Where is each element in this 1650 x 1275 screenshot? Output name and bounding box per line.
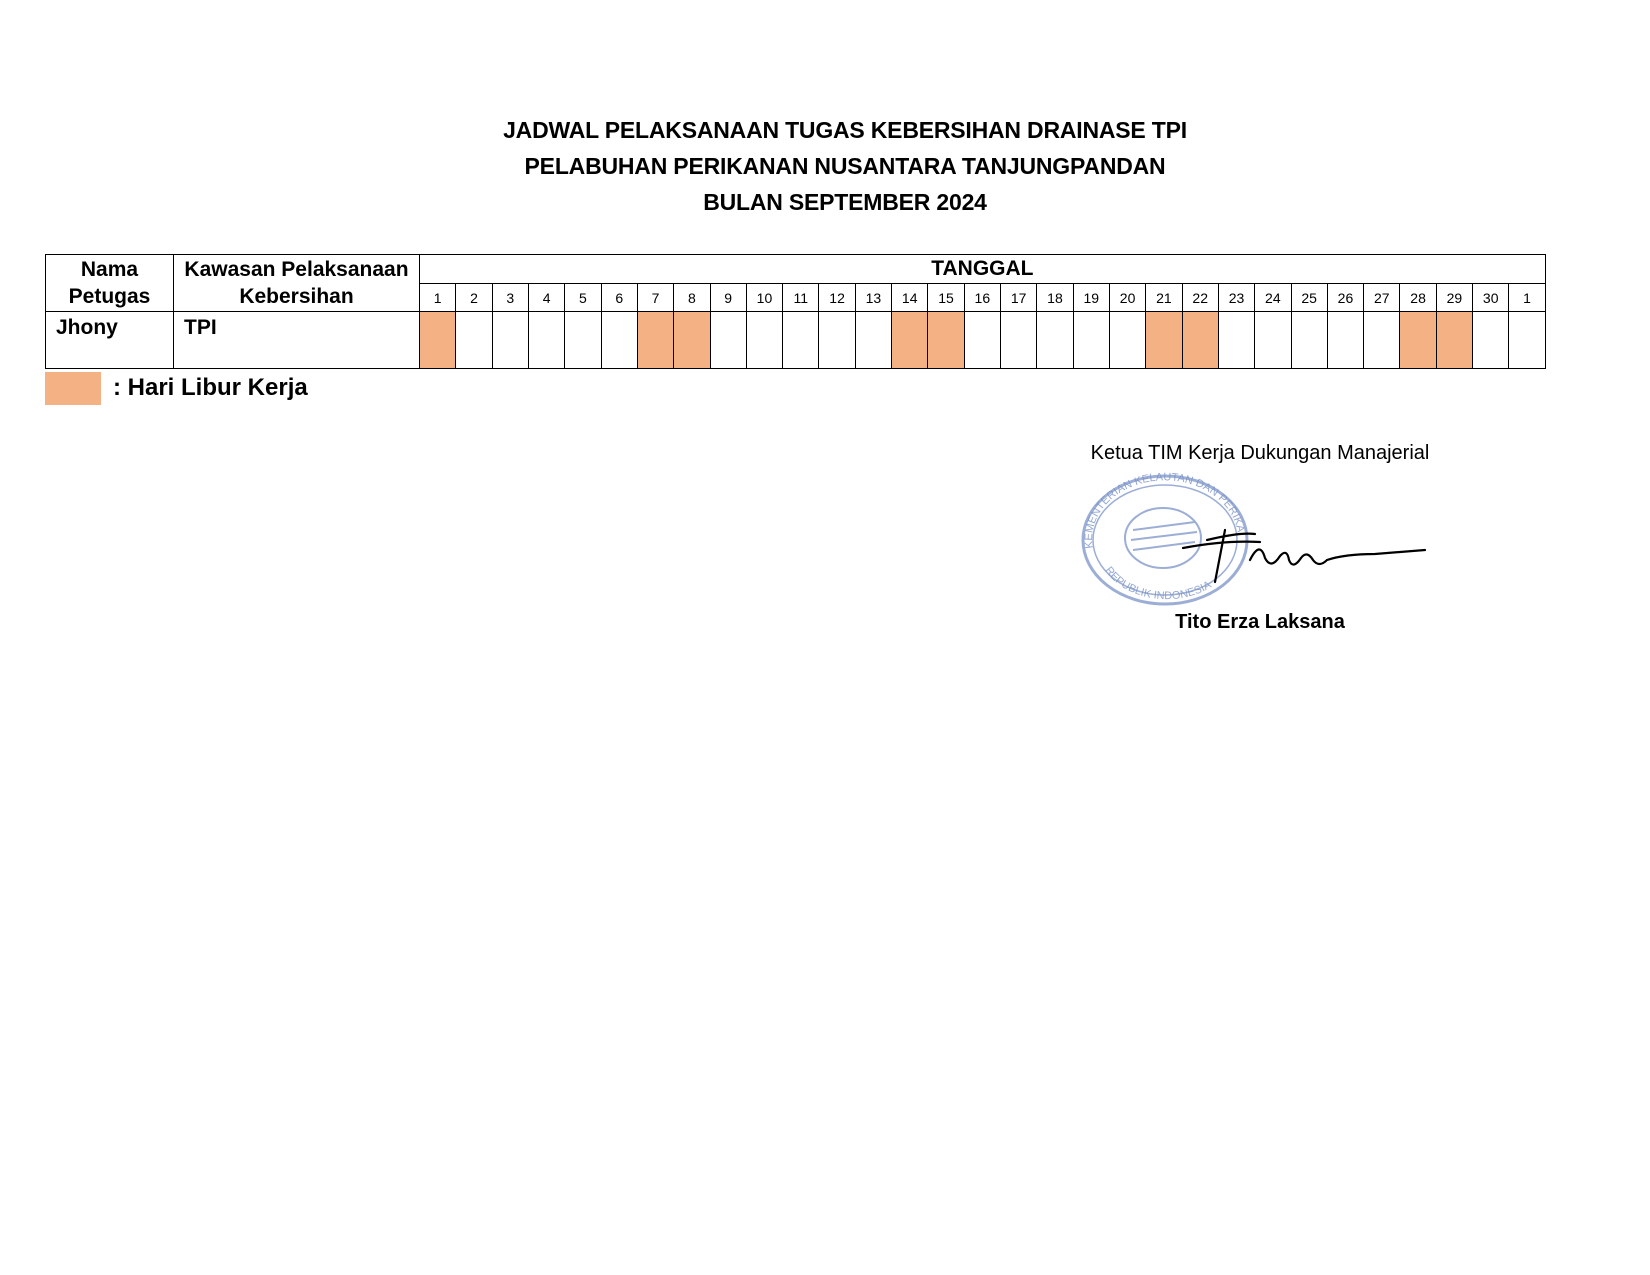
day-cell [1473, 312, 1509, 369]
day-header: 1 [1509, 284, 1545, 312]
day-cell-holiday [420, 312, 456, 369]
header-name-line-1: Nama [80, 258, 139, 281]
svg-text:KEMENTERIAN KELAUTAN DAN PERIK: KEMENTERIAN KELAUTAN DAN PERIKA [1083, 471, 1247, 550]
day-header: 29 [1436, 284, 1472, 312]
day-cell [746, 312, 782, 369]
header-name [46, 255, 174, 312]
officer-name: Jhony [46, 312, 174, 369]
day-cell-holiday [1436, 312, 1472, 369]
day-header: 3 [492, 284, 528, 312]
day-header: 8 [674, 284, 710, 312]
legend-text: : Hari Libur Kerja [113, 374, 308, 401]
day-cell [710, 312, 746, 369]
header-area [174, 255, 420, 312]
day-cell-holiday [1182, 312, 1218, 369]
day-header: 20 [1109, 284, 1145, 312]
day-header: 23 [1218, 284, 1254, 312]
title-line-2: PELABUHAN PERIKANAN NUSANTARA TANJUNGPANDAN [524, 153, 1166, 179]
day-header: 21 [1146, 284, 1182, 312]
header-dates: TANGGAL [420, 255, 1546, 284]
svg-text:REPUBLIK INDONESIA: REPUBLIK INDONESIA [1102, 564, 1214, 603]
schedule-table [45, 254, 1546, 369]
signatory-name: Tito Erza Laksana [1175, 611, 1345, 633]
signatory-title: Ketua TIM Kerja Dukungan Manajerial [1090, 442, 1430, 464]
day-header: 2 [456, 284, 492, 312]
header-area-line-1: Kawasan Pelaksanaan [184, 258, 409, 281]
day-header: 24 [1255, 284, 1291, 312]
handwritten-signature [1183, 530, 1425, 582]
document-title [0, 112, 1650, 220]
day-cell [1364, 312, 1400, 369]
day-cell-holiday [892, 312, 928, 369]
legend-swatch [45, 372, 101, 405]
day-header: 4 [528, 284, 564, 312]
day-header: 30 [1473, 284, 1509, 312]
day-cell [1291, 312, 1327, 369]
day-header: 1 [420, 284, 456, 312]
day-header: 5 [565, 284, 601, 312]
day-header: 12 [819, 284, 855, 312]
day-cell [492, 312, 528, 369]
day-cell-holiday [674, 312, 710, 369]
day-cell [601, 312, 637, 369]
day-cell-holiday [1400, 312, 1436, 369]
day-cell [456, 312, 492, 369]
day-cell [964, 312, 1000, 369]
day-header: 16 [964, 284, 1000, 312]
title-line-1: JADWAL PELAKSANAAN TUGAS KEBERSIHAN DRAINASE TPI [503, 117, 1187, 143]
day-header: 15 [928, 284, 964, 312]
header-name-line-2: Petugas [68, 285, 151, 308]
day-cell-holiday [1146, 312, 1182, 369]
day-cell [1001, 312, 1037, 369]
day-cell [528, 312, 564, 369]
day-header: 25 [1291, 284, 1327, 312]
day-cell [1037, 312, 1073, 369]
day-header: 17 [1001, 284, 1037, 312]
day-header: 7 [637, 284, 673, 312]
day-header: 11 [783, 284, 819, 312]
day-header: 6 [601, 284, 637, 312]
title-line-3: BULAN SEPTEMBER 2024 [703, 189, 987, 215]
day-header: 10 [746, 284, 782, 312]
day-cell [783, 312, 819, 369]
day-cell [1327, 312, 1363, 369]
day-header: 18 [1037, 284, 1073, 312]
day-cell [565, 312, 601, 369]
cleaning-area: TPI [174, 312, 420, 369]
day-cell [1255, 312, 1291, 369]
day-header: 14 [892, 284, 928, 312]
day-cell-holiday [637, 312, 673, 369]
day-header: 19 [1073, 284, 1109, 312]
day-cell [1509, 312, 1545, 369]
day-cell-holiday [928, 312, 964, 369]
official-stamp-icon [1075, 470, 1440, 610]
day-cell [819, 312, 855, 369]
header-area-line-2: Kebersihan [239, 285, 354, 308]
day-cell [1109, 312, 1145, 369]
day-cell [855, 312, 891, 369]
day-cell [1218, 312, 1254, 369]
stamp-and-signature [1075, 470, 1440, 610]
day-header: 9 [710, 284, 746, 312]
legend [45, 371, 308, 405]
day-header: 26 [1327, 284, 1363, 312]
day-header: 22 [1182, 284, 1218, 312]
day-header: 28 [1400, 284, 1436, 312]
day-cell [1073, 312, 1109, 369]
day-header: 27 [1364, 284, 1400, 312]
day-header: 13 [855, 284, 891, 312]
